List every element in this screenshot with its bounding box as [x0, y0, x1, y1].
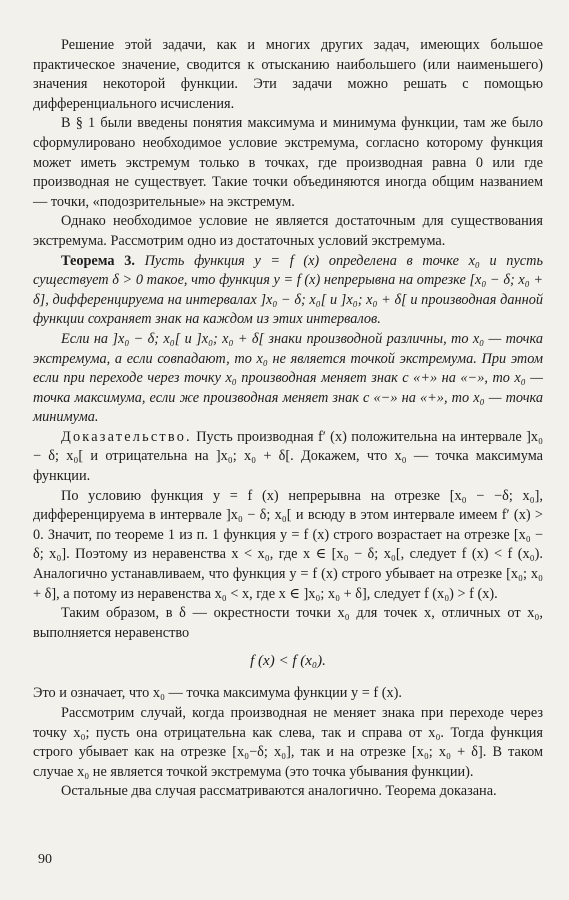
proof-label: Доказательство.: [61, 428, 192, 445]
theorem-statement: [33, 252, 543, 330]
proof-paragraph-2: По условию функция y = f (x) непрерывна на отрезке [x₀ − −δ; x₀], дифференцируема в интервале ]x₀ − δ; x₀[ и всюду в этом интервале имеем f′ (x) > 0. Значит, по теореме 1 из п. 1 функция y = f (x) строго возрастает на отрезке [x₀ − δ; x₀]. Поэтому из неравенства x < x₀, где x ∈ [x₀ − δ; x₀[, следует f (x) < f (x₀). Аналогично устанавливаем, что функция y = f (x) строго убывает на отрезке [x₀; x₀ + δ], а потому из неравенства x₀ < x, где x ∈ ]x₀; x₀ + δ], следует f (x₀) > f (x).: [33, 487, 543, 602]
paragraph-intro: Решение этой задачи, как и многих других задач, имеющих большое практическое значение, сводится к отысканию наибольшего (или наименьшего) значения некоторой функции. Эти задачи можно решать с помощью дифференциального исчисления.: [33, 37, 543, 112]
paragraph-extremum-definition: В § 1 были введены понятия максимума и минимума функции, там же было сформулировано необходимое условие экстремума, согласно которому функция может иметь экстремум только в точках, где производная равна 0 или где производная не существует. Такие точки объединяются иногда общим названием — точки, «подозрительные» на экстремум.: [33, 115, 543, 210]
inequality-formula: f (x) < f (x₀).: [250, 653, 326, 670]
proof-paragraph-3: Таким образом, в δ — окрестности точки x₀ для точек x, отличных от x₀, выполняется неравенство: [33, 605, 543, 641]
proof-text: Пусть производная f′ (x) положительна на интервале ]x₀ − δ; x₀[ и отрицательна на ]x₀; x₀ + δ[. Докажем, что x₀ — точка максимума функции.: [33, 428, 543, 485]
theorem-label: Теорема 3.: [61, 252, 135, 269]
proof-paragraph-6: Остальные два случая рассматриваются аналогично. Теорема доказана.: [61, 783, 497, 800]
theorem-continuation: Если на ]x₀ − δ; x₀[ и ]x₀; x₀ + δ[ знаки производной различны, то x₀ — точка экстремума, а если совпадают, то x₀ не является точкой экстремума. При этом если при переходе через точку x₀ производная меняет знак с «+» на «−», то x₀ — точка максимума, если же производная меняет знак с «−» на «+», то x₀ — точка минимума.: [33, 330, 543, 426]
proof-paragraph-4: Это и означает, что x₀ — точка максимума функции y = f (x).: [33, 685, 402, 702]
proof-paragraph-5: Рассмотрим случай, когда производная не меняет знака при переходе через точку x₀; пусть она отрицательна как слева, так и справа от x₀. Тогда функция строго убывает как на отрезке [x₀−δ; x₀], так и на отрезке [x₀; x₀ + δ]. В таком случае x₀ не является точкой экстремума (это точка убывания функции).: [33, 705, 543, 780]
paragraph-sufficient-condition: Однако необходимое условие не является достаточным для существования экстремума. Рассмотрим одно из достаточных условий экстремума.: [33, 213, 543, 249]
proof-start: [33, 428, 543, 487]
theorem-text: Пусть функция y = f (x) определена в точке x₀ и пусть существует δ > 0 такое, что функция y = f (x) непрерывна на отрезке [x₀ − δ; x₀ + δ], дифференцируема на интервалах ]x₀ − δ; x₀[ и ]x₀; x₀ + δ[ и производная данной функции сохраняет знак на каждом из этих интервалов.: [33, 252, 543, 328]
page-number: 90: [38, 852, 52, 867]
